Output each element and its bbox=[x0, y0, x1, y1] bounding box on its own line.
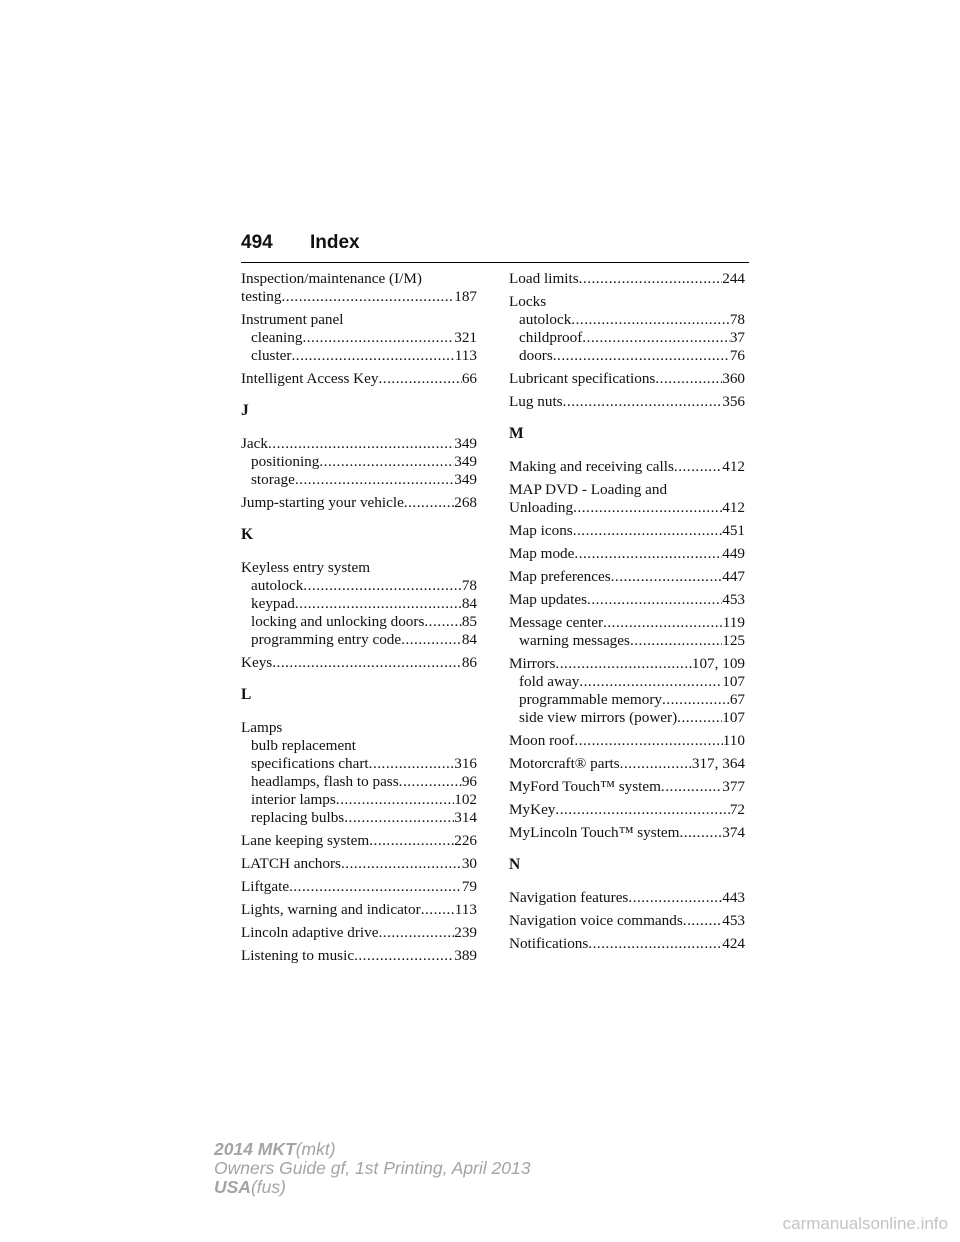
index-entry-line bbox=[509, 293, 745, 311]
index-entry-line bbox=[509, 591, 745, 609]
index-entry-line bbox=[509, 755, 745, 773]
index-entry bbox=[509, 545, 745, 563]
index-entry bbox=[509, 270, 745, 288]
index-entry bbox=[509, 824, 745, 842]
dot-leader bbox=[379, 370, 462, 388]
page-title: Index bbox=[310, 232, 360, 253]
index-entry-line bbox=[509, 393, 745, 411]
index-entry bbox=[241, 311, 477, 365]
dot-leader bbox=[620, 755, 692, 773]
index-subentry bbox=[241, 791, 477, 809]
index-entry-line bbox=[241, 719, 477, 737]
index-subentry bbox=[241, 755, 477, 773]
index-entry-line bbox=[241, 435, 477, 453]
entry-page-number: 424 bbox=[722, 935, 745, 952]
entry-page-number: 321 bbox=[454, 329, 477, 346]
entry-term: Map preferences bbox=[509, 568, 611, 585]
footer-line-guide: Owners Guide gf, 1st Printing, April 2013 bbox=[214, 1158, 531, 1178]
entry-page-number: 84 bbox=[461, 631, 477, 648]
index-entry-line bbox=[509, 568, 745, 586]
entry-term: testing bbox=[241, 288, 282, 305]
index-entry bbox=[509, 481, 745, 517]
entry-term: Keys bbox=[241, 654, 273, 671]
index-section-letter: J bbox=[241, 402, 249, 419]
entry-page-number: 349 bbox=[454, 453, 477, 470]
entry-term: MyFord Touch™ system bbox=[509, 778, 661, 795]
index-entry-line bbox=[509, 522, 745, 540]
entry-term: Making and receiving calls bbox=[509, 458, 674, 475]
dot-leader bbox=[289, 878, 462, 896]
entry-page-number: 187 bbox=[454, 288, 477, 305]
entry-page-number: 226 bbox=[454, 832, 477, 849]
entry-page-number: 316 bbox=[454, 755, 477, 772]
entry-term: bulb replacement bbox=[251, 737, 356, 754]
index-subentry bbox=[241, 737, 477, 755]
entry-term: Locks bbox=[509, 293, 547, 310]
entry-term: Lubricant specifications bbox=[509, 370, 656, 387]
dot-leader bbox=[272, 654, 462, 672]
footer-model-name: 2014 MKT bbox=[214, 1139, 296, 1159]
index-entry bbox=[509, 732, 745, 750]
index-entry-line bbox=[509, 499, 745, 517]
dot-leader bbox=[399, 773, 462, 791]
index-entry-line bbox=[509, 935, 745, 953]
index-entry bbox=[509, 293, 745, 365]
dot-leader bbox=[662, 691, 730, 709]
entry-term: positioning bbox=[251, 453, 320, 470]
index-entry bbox=[241, 947, 477, 965]
dot-leader bbox=[401, 631, 462, 649]
entry-page-number: 79 bbox=[461, 878, 477, 895]
index-subentry bbox=[509, 347, 745, 365]
entry-page-number: 244 bbox=[722, 270, 745, 287]
entry-term: Motorcraft® parts bbox=[509, 755, 620, 772]
entry-term: Liftgate bbox=[241, 878, 290, 895]
index-subentry bbox=[241, 595, 477, 613]
index-entry bbox=[241, 855, 477, 873]
dot-leader bbox=[553, 347, 730, 365]
index-entry-line bbox=[509, 545, 745, 563]
index-entry bbox=[241, 654, 477, 672]
index-subentry bbox=[241, 347, 477, 365]
index-entry-line bbox=[509, 458, 745, 476]
index-subentry bbox=[241, 453, 477, 471]
entry-term: Lamps bbox=[241, 719, 283, 736]
index-entry bbox=[241, 494, 477, 512]
index-entry-line bbox=[509, 912, 745, 930]
dot-leader bbox=[588, 935, 722, 953]
entry-page-number: 78 bbox=[729, 311, 745, 328]
entry-term: Mirrors bbox=[509, 655, 556, 672]
index-entry-line bbox=[509, 889, 745, 907]
footer-market-name: USA bbox=[214, 1177, 251, 1197]
index-entry bbox=[241, 370, 477, 388]
index-subentry bbox=[241, 471, 477, 489]
entry-term: Map updates bbox=[509, 591, 588, 608]
entry-term: specifications chart bbox=[251, 755, 369, 772]
footer-model-code: (mkt) bbox=[295, 1139, 336, 1159]
dot-leader bbox=[369, 832, 454, 850]
index-entry-line bbox=[241, 559, 477, 577]
entry-page-number: 125 bbox=[722, 632, 745, 649]
entry-term: Navigation voice commands bbox=[509, 912, 683, 929]
entry-page-number: 119 bbox=[722, 614, 745, 631]
entry-page-number: 102 bbox=[454, 791, 477, 808]
dot-leader bbox=[344, 809, 454, 827]
index-entry bbox=[509, 522, 745, 540]
index-entry-line bbox=[509, 801, 745, 819]
dot-leader bbox=[303, 577, 462, 595]
index-entry-line bbox=[509, 614, 745, 632]
dot-leader bbox=[677, 709, 722, 727]
dot-leader bbox=[295, 471, 454, 489]
entry-page-number: 107 bbox=[722, 709, 745, 726]
footer-line-market bbox=[214, 1178, 530, 1197]
entry-term: programming entry code bbox=[251, 631, 402, 648]
entry-term: MyKey bbox=[509, 801, 556, 818]
index-column-right bbox=[509, 270, 745, 958]
entry-term: programmable memory bbox=[519, 691, 662, 708]
entry-term: warning messages bbox=[519, 632, 630, 649]
entry-term: replacing bulbs bbox=[251, 809, 345, 826]
entry-term: Message center bbox=[509, 614, 604, 631]
watermark: carmanualsonline.info bbox=[782, 1214, 948, 1233]
entry-term: Lights, warning and indicator bbox=[241, 901, 421, 918]
entry-term: Lug nuts bbox=[509, 393, 563, 410]
dot-leader bbox=[574, 732, 722, 750]
dot-leader bbox=[571, 311, 730, 329]
dot-leader bbox=[628, 889, 722, 907]
index-entry-line bbox=[241, 270, 477, 288]
dot-leader bbox=[661, 778, 722, 796]
index-section-letter: M bbox=[509, 425, 524, 442]
index-entry bbox=[241, 719, 477, 827]
dot-leader bbox=[674, 458, 722, 476]
dot-leader bbox=[282, 288, 455, 306]
index-entry bbox=[241, 435, 477, 489]
entry-term: storage bbox=[251, 471, 295, 488]
entry-page-number: 360 bbox=[722, 370, 745, 387]
index-subentry bbox=[509, 709, 745, 727]
dot-leader bbox=[354, 947, 454, 965]
entry-term: Lincoln adaptive drive bbox=[241, 924, 379, 941]
dot-leader bbox=[302, 329, 454, 347]
dot-leader bbox=[587, 591, 722, 609]
entry-term: headlamps, flash to pass bbox=[251, 773, 399, 790]
dot-leader bbox=[573, 499, 722, 517]
entry-term: Navigation features bbox=[509, 889, 629, 906]
entry-term: locking and unlocking doors bbox=[251, 613, 425, 630]
entry-term: doors bbox=[519, 347, 553, 364]
index-entry-line bbox=[509, 270, 745, 288]
entry-term: Map icons bbox=[509, 522, 573, 539]
entry-page-number: 30 bbox=[461, 855, 477, 872]
dot-leader bbox=[573, 522, 723, 540]
entry-term: Listening to music bbox=[241, 947, 355, 964]
dot-leader bbox=[404, 494, 454, 512]
index-entry-line bbox=[241, 370, 477, 388]
index-subentry bbox=[241, 809, 477, 827]
entry-page-number: 374 bbox=[722, 824, 745, 841]
dot-leader bbox=[424, 613, 461, 631]
entry-term: Load limits bbox=[509, 270, 579, 287]
entry-term: fold away bbox=[519, 673, 580, 690]
index-subentry bbox=[509, 691, 745, 709]
entry-term: Jump-starting your vehicle bbox=[241, 494, 404, 511]
dot-leader bbox=[268, 435, 454, 453]
dot-leader bbox=[574, 545, 722, 563]
entry-page-number: 72 bbox=[729, 801, 745, 818]
dot-leader bbox=[421, 901, 455, 919]
index-subentry bbox=[241, 577, 477, 595]
index-subentry bbox=[241, 631, 477, 649]
index-column-left bbox=[241, 270, 477, 970]
dot-leader bbox=[582, 329, 730, 347]
index-entry bbox=[509, 655, 745, 727]
page-number: 494 bbox=[241, 232, 273, 253]
entry-page-number: 317, 364 bbox=[691, 755, 745, 772]
index-entry-line bbox=[509, 481, 745, 499]
index-entry bbox=[241, 559, 477, 649]
dot-leader bbox=[319, 453, 454, 471]
dot-leader bbox=[603, 614, 723, 632]
dot-leader bbox=[579, 270, 723, 288]
index-entry-line bbox=[241, 494, 477, 512]
index-entry-line bbox=[241, 947, 477, 965]
entry-term: Jack bbox=[241, 435, 268, 452]
dot-leader bbox=[555, 801, 729, 819]
entry-term: MyLincoln Touch™ system bbox=[509, 824, 680, 841]
dot-leader bbox=[291, 347, 454, 365]
entry-page-number: 113 bbox=[454, 901, 477, 918]
entry-term: MAP DVD - Loading and bbox=[509, 481, 668, 498]
index-entry-line bbox=[241, 832, 477, 850]
dot-leader bbox=[655, 370, 722, 388]
entry-page-number: 412 bbox=[722, 458, 745, 475]
entry-page-number: 107 bbox=[722, 673, 745, 690]
index-entry-line bbox=[241, 288, 477, 306]
entry-page-number: 76 bbox=[729, 347, 745, 364]
entry-page-number: 449 bbox=[722, 545, 745, 562]
dot-leader bbox=[679, 824, 722, 842]
entry-term: Inspection/maintenance (I/M) bbox=[241, 270, 422, 287]
index-subentry bbox=[509, 329, 745, 347]
index-entry-line bbox=[509, 732, 745, 750]
entry-term: interior lamps bbox=[251, 791, 336, 808]
entry-page-number: 443 bbox=[722, 889, 745, 906]
index-entry-line bbox=[509, 824, 745, 842]
index-subentry bbox=[241, 773, 477, 791]
entry-page-number: 37 bbox=[729, 329, 745, 346]
dot-leader bbox=[336, 791, 454, 809]
entry-term: Lane keeping system bbox=[241, 832, 370, 849]
index-entry bbox=[509, 935, 745, 953]
dot-leader bbox=[563, 393, 723, 411]
entry-page-number: 447 bbox=[722, 568, 745, 585]
index-entry-line bbox=[241, 924, 477, 942]
entry-page-number: 356 bbox=[722, 393, 745, 410]
footer-market-code: (fus) bbox=[250, 1177, 286, 1197]
index-entry-line bbox=[241, 878, 477, 896]
entry-page-number: 66 bbox=[461, 370, 477, 387]
index-entry bbox=[509, 370, 745, 388]
index-entry-line bbox=[241, 654, 477, 672]
dot-leader bbox=[555, 655, 691, 673]
index-section-letter: N bbox=[509, 856, 521, 873]
index-subentry bbox=[509, 311, 745, 329]
index-entry bbox=[509, 801, 745, 819]
entry-term: cleaning bbox=[251, 329, 303, 346]
entry-term: childproof bbox=[519, 329, 583, 346]
entry-term: Moon roof bbox=[509, 732, 575, 749]
index-entry bbox=[241, 924, 477, 942]
entry-page-number: 453 bbox=[722, 591, 745, 608]
index-entry bbox=[509, 393, 745, 411]
dot-leader bbox=[683, 912, 722, 930]
index-entry bbox=[241, 832, 477, 850]
index-entry bbox=[509, 458, 745, 476]
footer-line-model bbox=[214, 1140, 530, 1159]
dot-leader bbox=[295, 595, 462, 613]
index-entry bbox=[241, 901, 477, 919]
index-entry-line bbox=[509, 778, 745, 796]
entry-term: Intelligent Access Key bbox=[241, 370, 379, 387]
entry-page-number: 349 bbox=[454, 471, 477, 488]
entry-page-number: 349 bbox=[454, 435, 477, 452]
entry-page-number: 239 bbox=[454, 924, 477, 941]
entry-page-number: 96 bbox=[461, 773, 477, 790]
dot-leader bbox=[341, 855, 462, 873]
entry-page-number: 389 bbox=[454, 947, 477, 964]
index-entry bbox=[509, 912, 745, 930]
index-entry-line bbox=[241, 855, 477, 873]
index-section-letter: L bbox=[241, 686, 252, 703]
entry-term: cluster bbox=[251, 347, 292, 364]
index-entry-line bbox=[509, 370, 745, 388]
dot-leader bbox=[378, 924, 454, 942]
entry-term: Unloading bbox=[509, 499, 574, 516]
index-entry bbox=[241, 270, 477, 306]
index-entry bbox=[509, 889, 745, 907]
entry-page-number: 113 bbox=[454, 347, 477, 364]
entry-term: Instrument panel bbox=[241, 311, 344, 328]
entry-page-number: 451 bbox=[722, 522, 745, 539]
entry-term: side view mirrors (power) bbox=[519, 709, 678, 726]
entry-page-number: 453 bbox=[722, 912, 745, 929]
index-section-letter: K bbox=[241, 526, 254, 543]
entry-page-number: 86 bbox=[461, 654, 477, 671]
entry-term: LATCH anchors bbox=[241, 855, 341, 872]
index-subentry bbox=[509, 673, 745, 691]
entry-page-number: 84 bbox=[461, 595, 477, 612]
index-entry bbox=[509, 755, 745, 773]
entry-page-number: 110 bbox=[722, 732, 745, 749]
entry-page-number: 412 bbox=[722, 499, 745, 516]
index-subentry bbox=[509, 632, 745, 650]
index-entry bbox=[509, 568, 745, 586]
dot-leader bbox=[630, 632, 722, 650]
entry-page-number: 268 bbox=[454, 494, 477, 511]
print-footer bbox=[214, 1140, 530, 1197]
entry-page-number: 85 bbox=[461, 613, 477, 630]
dot-leader bbox=[369, 755, 455, 773]
entry-page-number: 67 bbox=[729, 691, 745, 708]
dot-leader bbox=[579, 673, 722, 691]
page-header bbox=[241, 232, 749, 263]
entry-page-number: 78 bbox=[461, 577, 477, 594]
index-entry-line bbox=[509, 655, 745, 673]
entry-term: autolock bbox=[251, 577, 304, 594]
entry-page-number: 377 bbox=[722, 778, 745, 795]
index-entry-line bbox=[241, 901, 477, 919]
entry-term: Keyless entry system bbox=[241, 559, 371, 576]
index-entry bbox=[509, 778, 745, 796]
entry-term: Map mode bbox=[509, 545, 575, 562]
index-entry bbox=[509, 591, 745, 609]
dot-leader bbox=[611, 568, 723, 586]
index-subentry bbox=[241, 613, 477, 631]
index-entry bbox=[509, 614, 745, 650]
entry-term: Notifications bbox=[509, 935, 589, 952]
entry-page-number: 314 bbox=[454, 809, 477, 826]
index-subentry bbox=[241, 329, 477, 347]
entry-page-number: 107, 109 bbox=[691, 655, 745, 672]
index-entry bbox=[241, 878, 477, 896]
entry-term: keypad bbox=[251, 595, 295, 612]
index-entry-line bbox=[241, 311, 477, 329]
entry-term: autolock bbox=[519, 311, 572, 328]
